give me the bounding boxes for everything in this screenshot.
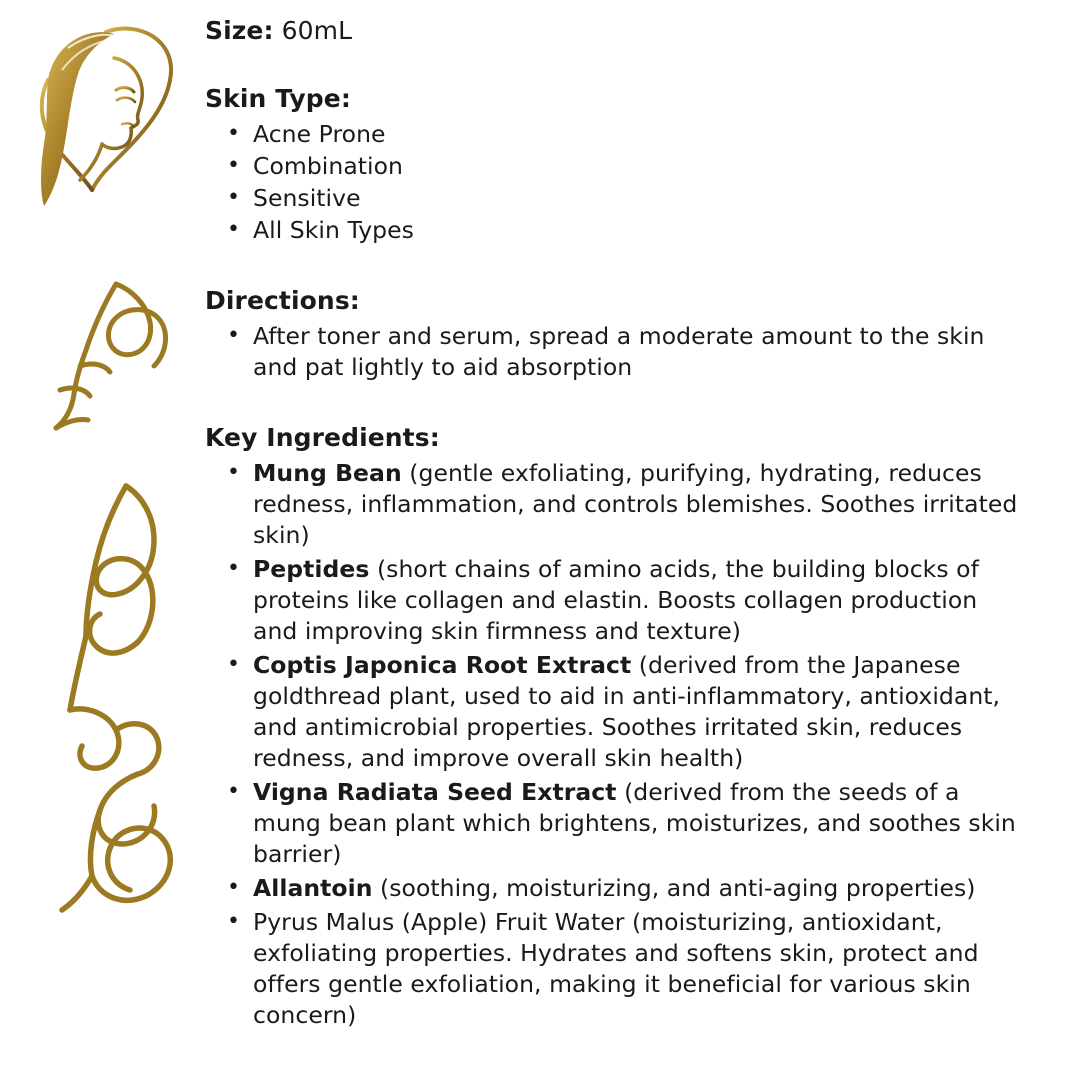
- ingredient-name: Vigna Radiata Seed Extract: [253, 778, 617, 806]
- size-label: Size:: [205, 16, 274, 45]
- key-ingredients-list: [205, 458, 1028, 1031]
- ingredient-description: (soothing, moisturizing, and anti-aging properties): [372, 874, 976, 902]
- list-item: • Sensitive: [227, 183, 1028, 214]
- list-item: [227, 873, 1028, 904]
- list-item: [227, 907, 1028, 1031]
- youthful-glow-script-wordmark: [30, 470, 200, 950]
- list-item: [227, 554, 1028, 647]
- skin-type-section: [205, 82, 1028, 246]
- skin-type-heading: Skin Type:: [205, 84, 351, 113]
- ingredient-name: Coptis Japonica Root Extract: [253, 651, 632, 679]
- size-line: [205, 14, 1028, 48]
- ingredient-description: (short chains of amino acids, the building blocks of proteins like collagen and elastin. Boosts collagen production and improving skin firmness and texture): [253, 555, 979, 645]
- woman-face-heart-logo-icon: [18, 18, 183, 218]
- list-item: [227, 650, 1028, 774]
- list-item: • All Skin Types: [227, 215, 1028, 246]
- list-item: • Acne Prone: [227, 119, 1028, 150]
- skin-type-list: [205, 119, 1028, 246]
- ingredient-description: (gentle exfoliating, purifying, hydrating, reduces redness, inflammation, and controls blemishes. Soothes irritated skin): [253, 459, 1018, 549]
- ingredient-name: Allantoin: [253, 874, 373, 902]
- directions-heading: Directions:: [205, 286, 360, 315]
- ingredient-name: Mung Bean: [253, 459, 402, 487]
- ingredient-description: Pyrus Malus (Apple) Fruit Water (moisturizing, antioxidant, exfoliating properties. Hydrates and softens skin, protect and offers gentle exfoliation, making it beneficial for various skin concern): [253, 908, 979, 1029]
- beauty-script-wordmark: [20, 270, 180, 460]
- content-column: [205, 0, 1080, 1080]
- brand-column: [0, 0, 205, 1080]
- list-item: [227, 777, 1028, 870]
- ingredient-description: (derived from the Japanese goldthread plant, used to aid in anti-inflammatory, antioxidant, and antimicrobial properties. Soothes irritated skin, reduces redness, and improve overall skin health): [253, 651, 1001, 772]
- list-item: • After toner and serum, spread a moderate amount to the skin and pat lightly to aid absorption: [227, 321, 1028, 383]
- size-value: 60mL: [281, 16, 353, 45]
- ingredient-name: Peptides: [253, 555, 370, 583]
- directions-section: [205, 284, 1028, 383]
- list-item: • Combination: [227, 151, 1028, 182]
- key-ingredients-section: [205, 421, 1028, 1031]
- directions-list: [205, 321, 1028, 383]
- ingredient-description: (derived from the seeds of a mung bean plant which brightens, moisturizes, and soothes skin barrier): [253, 778, 1016, 868]
- key-ingredients-heading: Key Ingredients:: [205, 423, 440, 452]
- list-item: [227, 458, 1028, 551]
